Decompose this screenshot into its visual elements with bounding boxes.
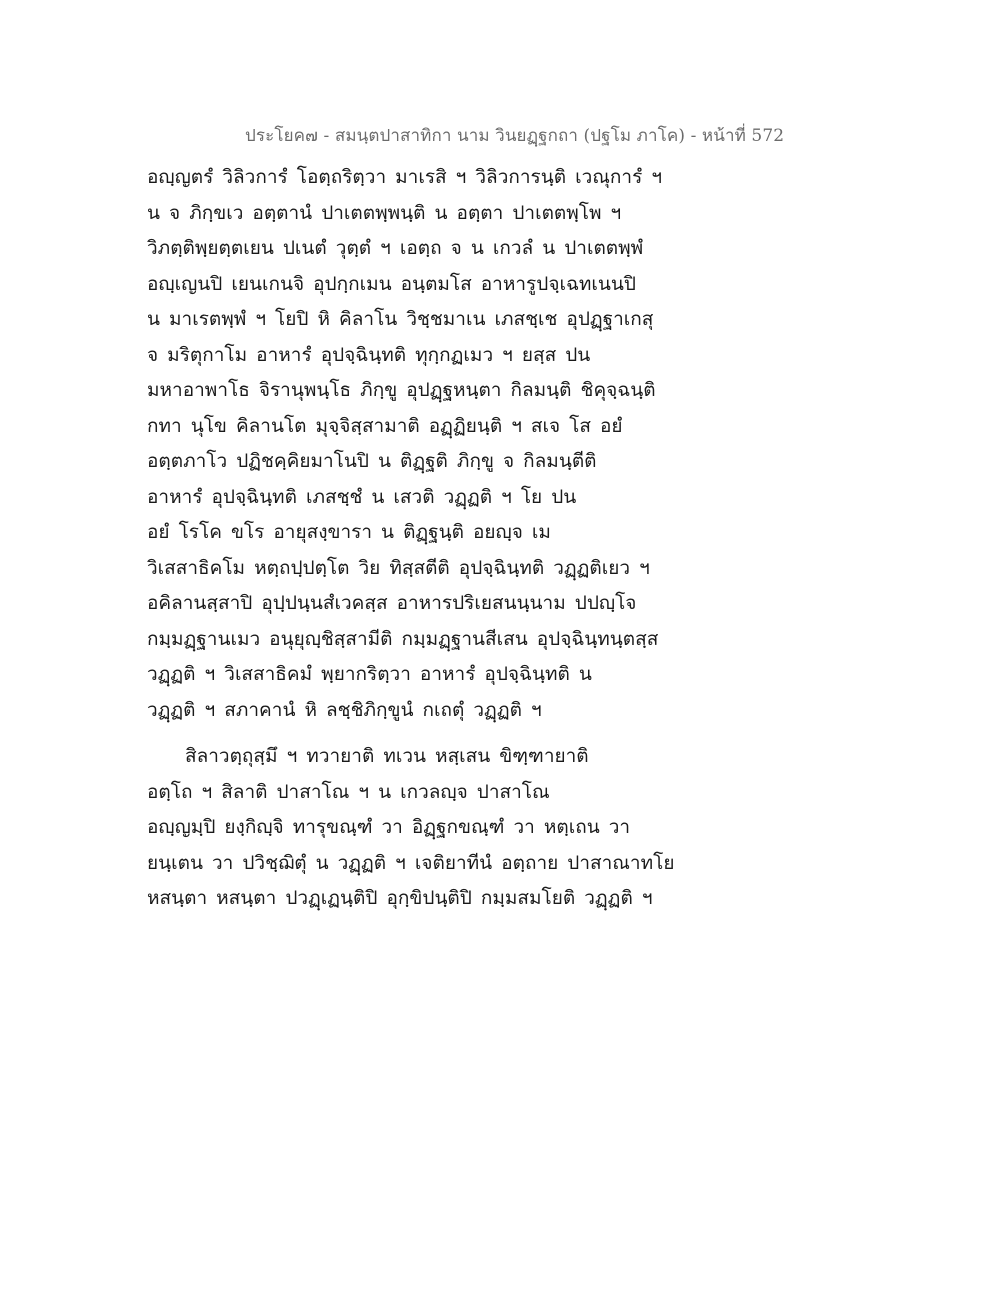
- paragraph-2: [147, 739, 707, 917]
- text-line: อญฺญตรํ วิลิวการํ โอตฺถริตฺวา มาเรสิ ฯ วิลิวการนฺติ เวณุการํ ฯ: [147, 166, 662, 188]
- text-line: อตฺตภาโว ปฏิชคฺคิยมาโนปิ น ติฏฺฐติ ภิกฺขู จ กิลมนฺตีติ: [147, 450, 597, 472]
- text-line: กมฺมฏฺฐานเมว อนุยุญฺชิสฺสามีติ กมฺมฏฺฐานสีเสน อุปจฺฉินฺทนฺตสฺส: [147, 627, 659, 650]
- text-line: มหาอาพาโธ จิรานุพนฺโธ ภิกฺขู อุปฏฺฐหนฺตา กิลมนฺติ ชิคุจฺฉนฺติ: [147, 379, 656, 401]
- text-line: หสนฺตา หสนฺตา ปวฏฺเฏนฺติปิ อุกฺขิปนฺติปิ กมฺมสมโยติ วฏฺฏติ ฯ: [147, 887, 653, 909]
- text-line: วิเสสาธิคโม หตฺถปฺปตฺโต วิย ทิสฺสตีติ อุปจฺฉินฺทติ วฏฺฏติเยว ฯ: [147, 556, 650, 579]
- text-line: อาหารํ อุปจฺฉินฺทติ เภสชฺชํ น เสวติ วฏฺฏติ ฯ โย ปน: [147, 485, 577, 508]
- text-line: น จ ภิกฺขเว อตฺตานํ ปาเตตพฺพนฺติ น อตฺตา ปาเตตพฺโพ ฯ: [147, 201, 622, 224]
- text-line: จ มริตุกาโม อาหารํ อุปจฺฉินฺทติ ทุกฺกฏเมว ฯ ยสฺส ปน: [147, 343, 591, 366]
- paragraph-gap: [147, 728, 707, 739]
- text-line: วฏฺฏติ ฯ สภาคานํ หิ ลชฺชิภิกฺขูนํ กเถตุํ วฏฺฏติ ฯ: [147, 698, 542, 721]
- text-line: ยนฺเตน วา ปวิชฺฌิตุํ น วฏฺฏติ ฯ เจติยาทีนํ อตฺถาย ปาสาณาทโย: [147, 851, 675, 874]
- paragraph-1: [147, 160, 707, 728]
- text-line: สิลาวตฺถุสฺมึ ฯ ทวายาติ ทเวน หสฺเสน ขิฑฺฑายาติ: [185, 745, 589, 767]
- running-header: ประโยค๗ - สมนฺตปาสาทิกา นาม วินยฏฺฐกถา (ปฐโม ภาโค) - หน้าที่ 572: [245, 126, 785, 146]
- text-line: น มาเรตพฺพํ ฯ โยปิ หิ คิลาโน วิชฺชมาเน เภสชฺเช อุปฏฺฐาเกสุ: [147, 308, 654, 330]
- text-line: อคิลานสฺสาปิ อุปฺปนฺนสํเวคสฺส อาหารปริเยสนนฺนาม ปปญฺโจ: [147, 592, 637, 614]
- text-line: อตฺโถ ฯ สิลาติ ปาสาโณ ฯ น เกวลญฺจ ปาสาโณ: [147, 780, 550, 803]
- text-line: กทา นุโข คิลานโต มุจฺจิสฺสามาติ อฏฺฏิยนฺติ ฯ สเจ โส อยํ: [147, 414, 623, 437]
- text-line: วิภตฺติพฺยตฺตเยน ปเนตํ วุตฺตํ ฯ เอตฺถ จ น เกวลํ น ปาเตตพฺพํ: [147, 237, 644, 259]
- text-line: อญฺญมฺปิ ยงฺกิญฺจิ ทารุขณฺฑํ วา อิฏฺฐกขณฺฑํ วา หตฺเถน วา: [147, 816, 631, 838]
- text-line: อญฺเญนปิ เยนเกนจิ อุปกฺกเมน อนฺตมโส อาหารูปจฺเฉทเนนปิ: [147, 272, 636, 295]
- body-text: [147, 160, 707, 917]
- text-line: วฏฺฏติ ฯ วิเสสาธิคมํ พฺยากริตฺวา อาหารํ อุปจฺฉินฺทติ น: [147, 663, 592, 685]
- text-line: อยํ โรโค ขโร อายุสงฺขารา น ติฏฺฐนฺติ อยญฺจ เม: [147, 521, 551, 543]
